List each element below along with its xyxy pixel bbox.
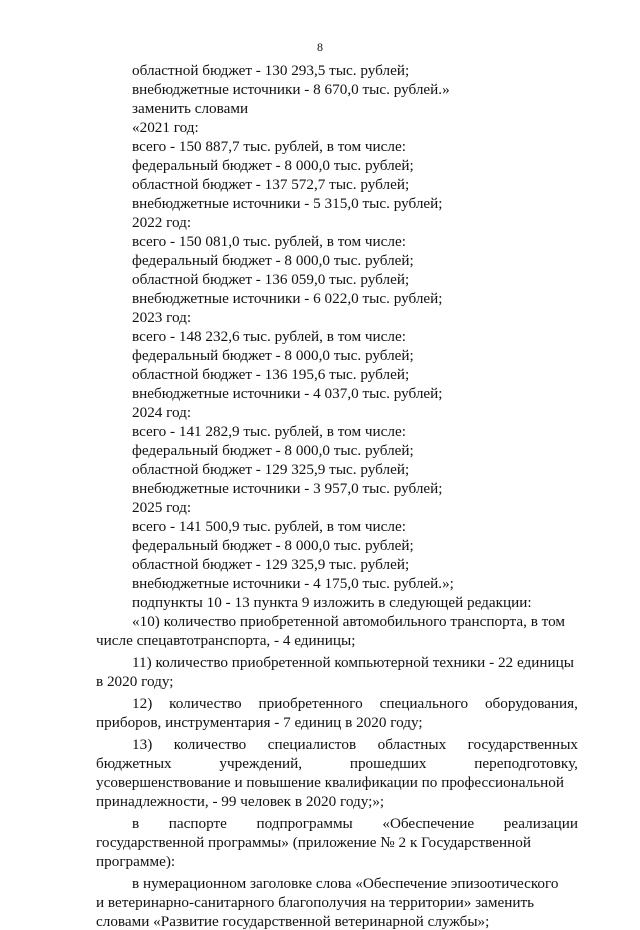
text-line: усовершенствование и повышение квалификации по профессиональной [96, 774, 565, 791]
text-line: и ветеринарно-санитарного благополучия на территории» заменить [96, 894, 535, 911]
text-line: 2024 год: [132, 404, 192, 421]
text-line: в нумерационном заголовке слова «Обеспечение эпизоотического [132, 875, 559, 892]
text-line: внебюджетные источники - 5 315,0 тыс. рублей; [132, 195, 443, 212]
justified-line [96, 755, 578, 772]
word: 12) [132, 695, 153, 712]
text-line: 2023 год: [132, 309, 192, 326]
text-line: 2022 год: [132, 214, 192, 231]
text-line: внебюджетные источники - 8 670,0 тыс. рублей.» [132, 81, 450, 98]
word: прошедших [349, 755, 427, 772]
text-line: внебюджетные источники - 6 022,0 тыс. рублей; [132, 290, 443, 307]
text-line: в 2020 году; [96, 673, 174, 690]
text-line: подпункты 10 - 13 пункта 9 изложить в следующей редакции: [132, 594, 532, 611]
text-line: внебюджетные источники - 3 957,0 тыс. рублей; [132, 480, 443, 497]
text-line: словами «Развитие государственной ветеринарной службы»; [96, 913, 490, 930]
word: государственных [467, 736, 578, 753]
text-line: всего - 150 887,7 тыс. рублей, в том числе: [132, 138, 406, 155]
page-number: 8 [317, 40, 323, 54]
text-line: всего - 150 081,0 тыс. рублей, в том числе: [132, 233, 406, 250]
word: количество [173, 736, 247, 753]
text-line: приборов, инструментария - 7 единиц в 2020 году; [96, 714, 423, 731]
text-line: федеральный бюджет - 8 000,0 тыс. рублей; [132, 537, 414, 554]
text-line: принадлежности, - 99 человек в 2020 году;»; [96, 793, 385, 810]
word: паспорте [168, 815, 227, 832]
text-line: областной бюджет - 137 572,7 тыс. рублей; [132, 176, 410, 193]
word: «Обеспечение [382, 815, 475, 832]
word: оборудования, [484, 695, 578, 712]
word: реализации [503, 815, 578, 832]
text-line: федеральный бюджет - 8 000,0 тыс. рублей; [132, 442, 414, 459]
word: специального [379, 695, 469, 712]
text-line: областной бюджет - 136 195,6 тыс. рублей; [132, 366, 410, 383]
justified-line [132, 815, 578, 832]
text-line: 11) количество приобретенной компьютерной техники - 22 единицы [132, 654, 574, 671]
text-line: областной бюджет - 130 293,5 тыс. рублей; [132, 62, 410, 79]
word: приобретенного [258, 695, 363, 712]
text-line: «2021 год: [132, 119, 199, 136]
text-line: 2025 год: [132, 499, 192, 516]
text-line: областной бюджет - 136 059,0 тыс. рублей; [132, 271, 410, 288]
word: количество [169, 695, 242, 712]
text-line: всего - 141 282,9 тыс. рублей, в том числе: [132, 423, 406, 440]
justified-line [132, 695, 578, 712]
text-line: государственной программы» (приложение № 2 к Государственной [96, 834, 531, 851]
word: 13) [132, 736, 153, 753]
word: областных [377, 736, 447, 753]
word: переподготовку, [474, 755, 578, 772]
text-line: областной бюджет - 129 325,9 тыс. рублей; [132, 461, 410, 478]
text-line: заменить словами [132, 100, 249, 117]
text-line: федеральный бюджет - 8 000,0 тыс. рублей; [132, 347, 414, 364]
text-line: числе спецавтотранспорта, - 4 единицы; [96, 632, 356, 649]
word: подпрограммы [256, 815, 353, 832]
text-line: «10) количество приобретенной автомобильного транспорта, в том [132, 613, 566, 630]
text-line: федеральный бюджет - 8 000,0 тыс. рублей; [132, 157, 414, 174]
word: бюджетных [96, 755, 172, 772]
word: в [132, 815, 140, 832]
text-line: внебюджетные источники - 4 037,0 тыс. рублей; [132, 385, 443, 402]
text-line: областной бюджет - 129 325,9 тыс. рублей; [132, 556, 410, 573]
justified-line [132, 736, 578, 753]
text-line: программе): [96, 853, 176, 870]
text-line: федеральный бюджет - 8 000,0 тыс. рублей; [132, 252, 414, 269]
word: учреждений, [219, 755, 303, 772]
text-line: внебюджетные источники - 4 175,0 тыс. рублей.»; [132, 575, 454, 592]
word: специалистов [267, 736, 357, 753]
text-line: всего - 141 500,9 тыс. рублей, в том числе: [132, 518, 406, 535]
text-line: всего - 148 232,6 тыс. рублей, в том числе: [132, 328, 406, 345]
